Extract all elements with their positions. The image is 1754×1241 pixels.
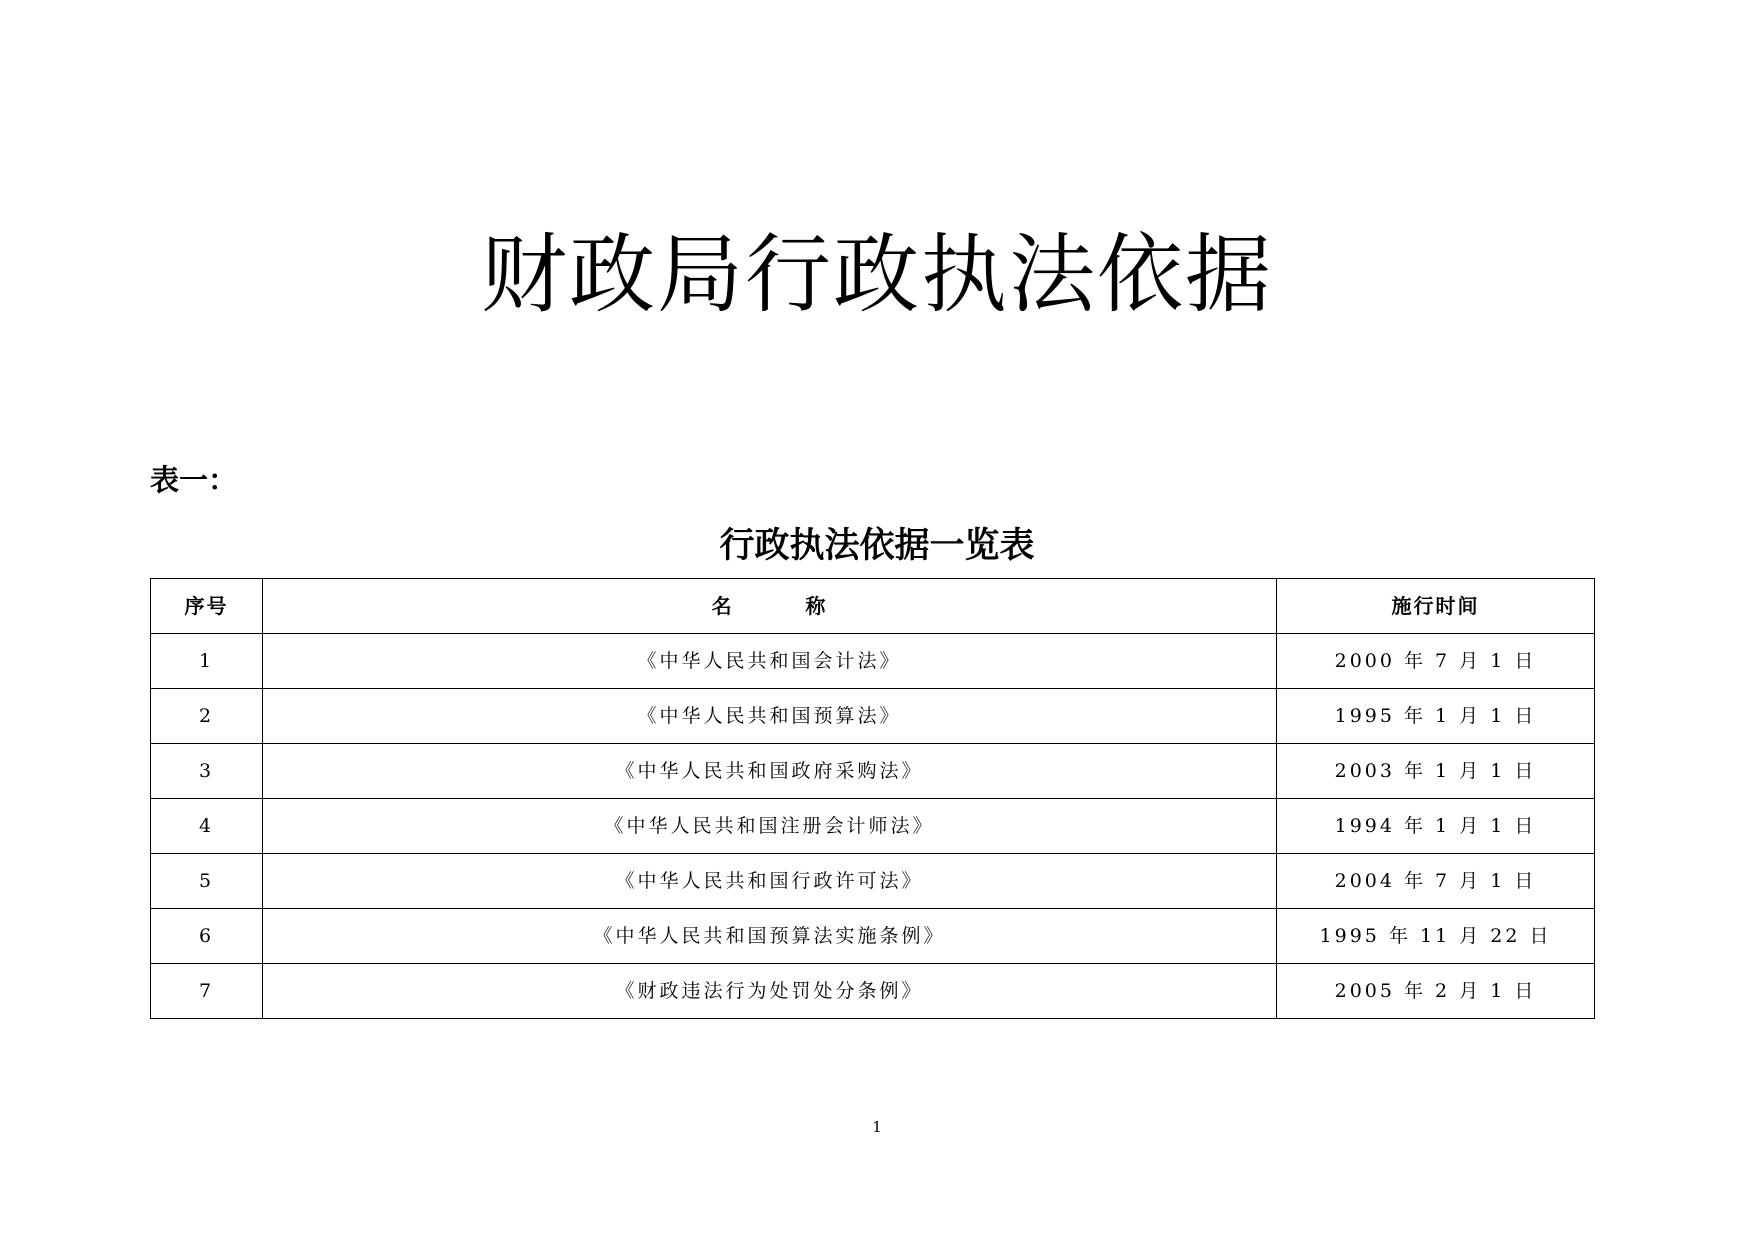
- page-title: 财政局行政执法依据: [481, 225, 1273, 325]
- cell-effective-date: 1994 年 1 月 1 日: [1277, 799, 1595, 854]
- cell-serial-number: 7: [151, 964, 263, 1019]
- table-row: [151, 689, 1595, 744]
- table-header-row: [151, 579, 1595, 634]
- cell-law-name: 《中华人民共和国预算法》: [263, 689, 1277, 744]
- cell-effective-date: 2004 年 7 月 1 日: [1277, 854, 1595, 909]
- cell-effective-date: 2005 年 2 月 1 日: [1277, 964, 1595, 1019]
- cell-effective-date: 1995 年 1 月 1 日: [1277, 689, 1595, 744]
- header-effective-date: 施行时间: [1277, 579, 1595, 634]
- table-caption: 行政执法依据一览表: [719, 525, 1035, 566]
- cell-serial-number: 1: [151, 634, 263, 689]
- table-row: [151, 909, 1595, 964]
- table-row: [151, 634, 1595, 689]
- table-row: [151, 854, 1595, 909]
- cell-law-name: 《中华人民共和国政府采购法》: [263, 744, 1277, 799]
- header-serial-number: 序号: [151, 579, 263, 634]
- table-label: 表一：: [150, 463, 238, 497]
- cell-effective-date: 2000 年 7 月 1 日: [1277, 634, 1595, 689]
- cell-law-name: 《财政违法行为处罚处分条例》: [263, 964, 1277, 1019]
- enforcement-basis-table: [150, 578, 1595, 1019]
- table-row: [151, 744, 1595, 799]
- page-number: 1: [872, 1118, 882, 1136]
- cell-law-name: 《中华人民共和国行政许可法》: [263, 854, 1277, 909]
- cell-law-name: 《中华人民共和国会计法》: [263, 634, 1277, 689]
- cell-serial-number: 4: [151, 799, 263, 854]
- cell-serial-number: 6: [151, 909, 263, 964]
- cell-effective-date: 1995 年 11 月 22 日: [1277, 909, 1595, 964]
- header-name: 名 称: [263, 579, 1277, 634]
- cell-serial-number: 2: [151, 689, 263, 744]
- table-row: [151, 799, 1595, 854]
- cell-serial-number: 3: [151, 744, 263, 799]
- cell-effective-date: 2003 年 1 月 1 日: [1277, 744, 1595, 799]
- cell-serial-number: 5: [151, 854, 263, 909]
- cell-law-name: 《中华人民共和国预算法实施条例》: [263, 909, 1277, 964]
- cell-law-name: 《中华人民共和国注册会计师法》: [263, 799, 1277, 854]
- table-row: [151, 964, 1595, 1019]
